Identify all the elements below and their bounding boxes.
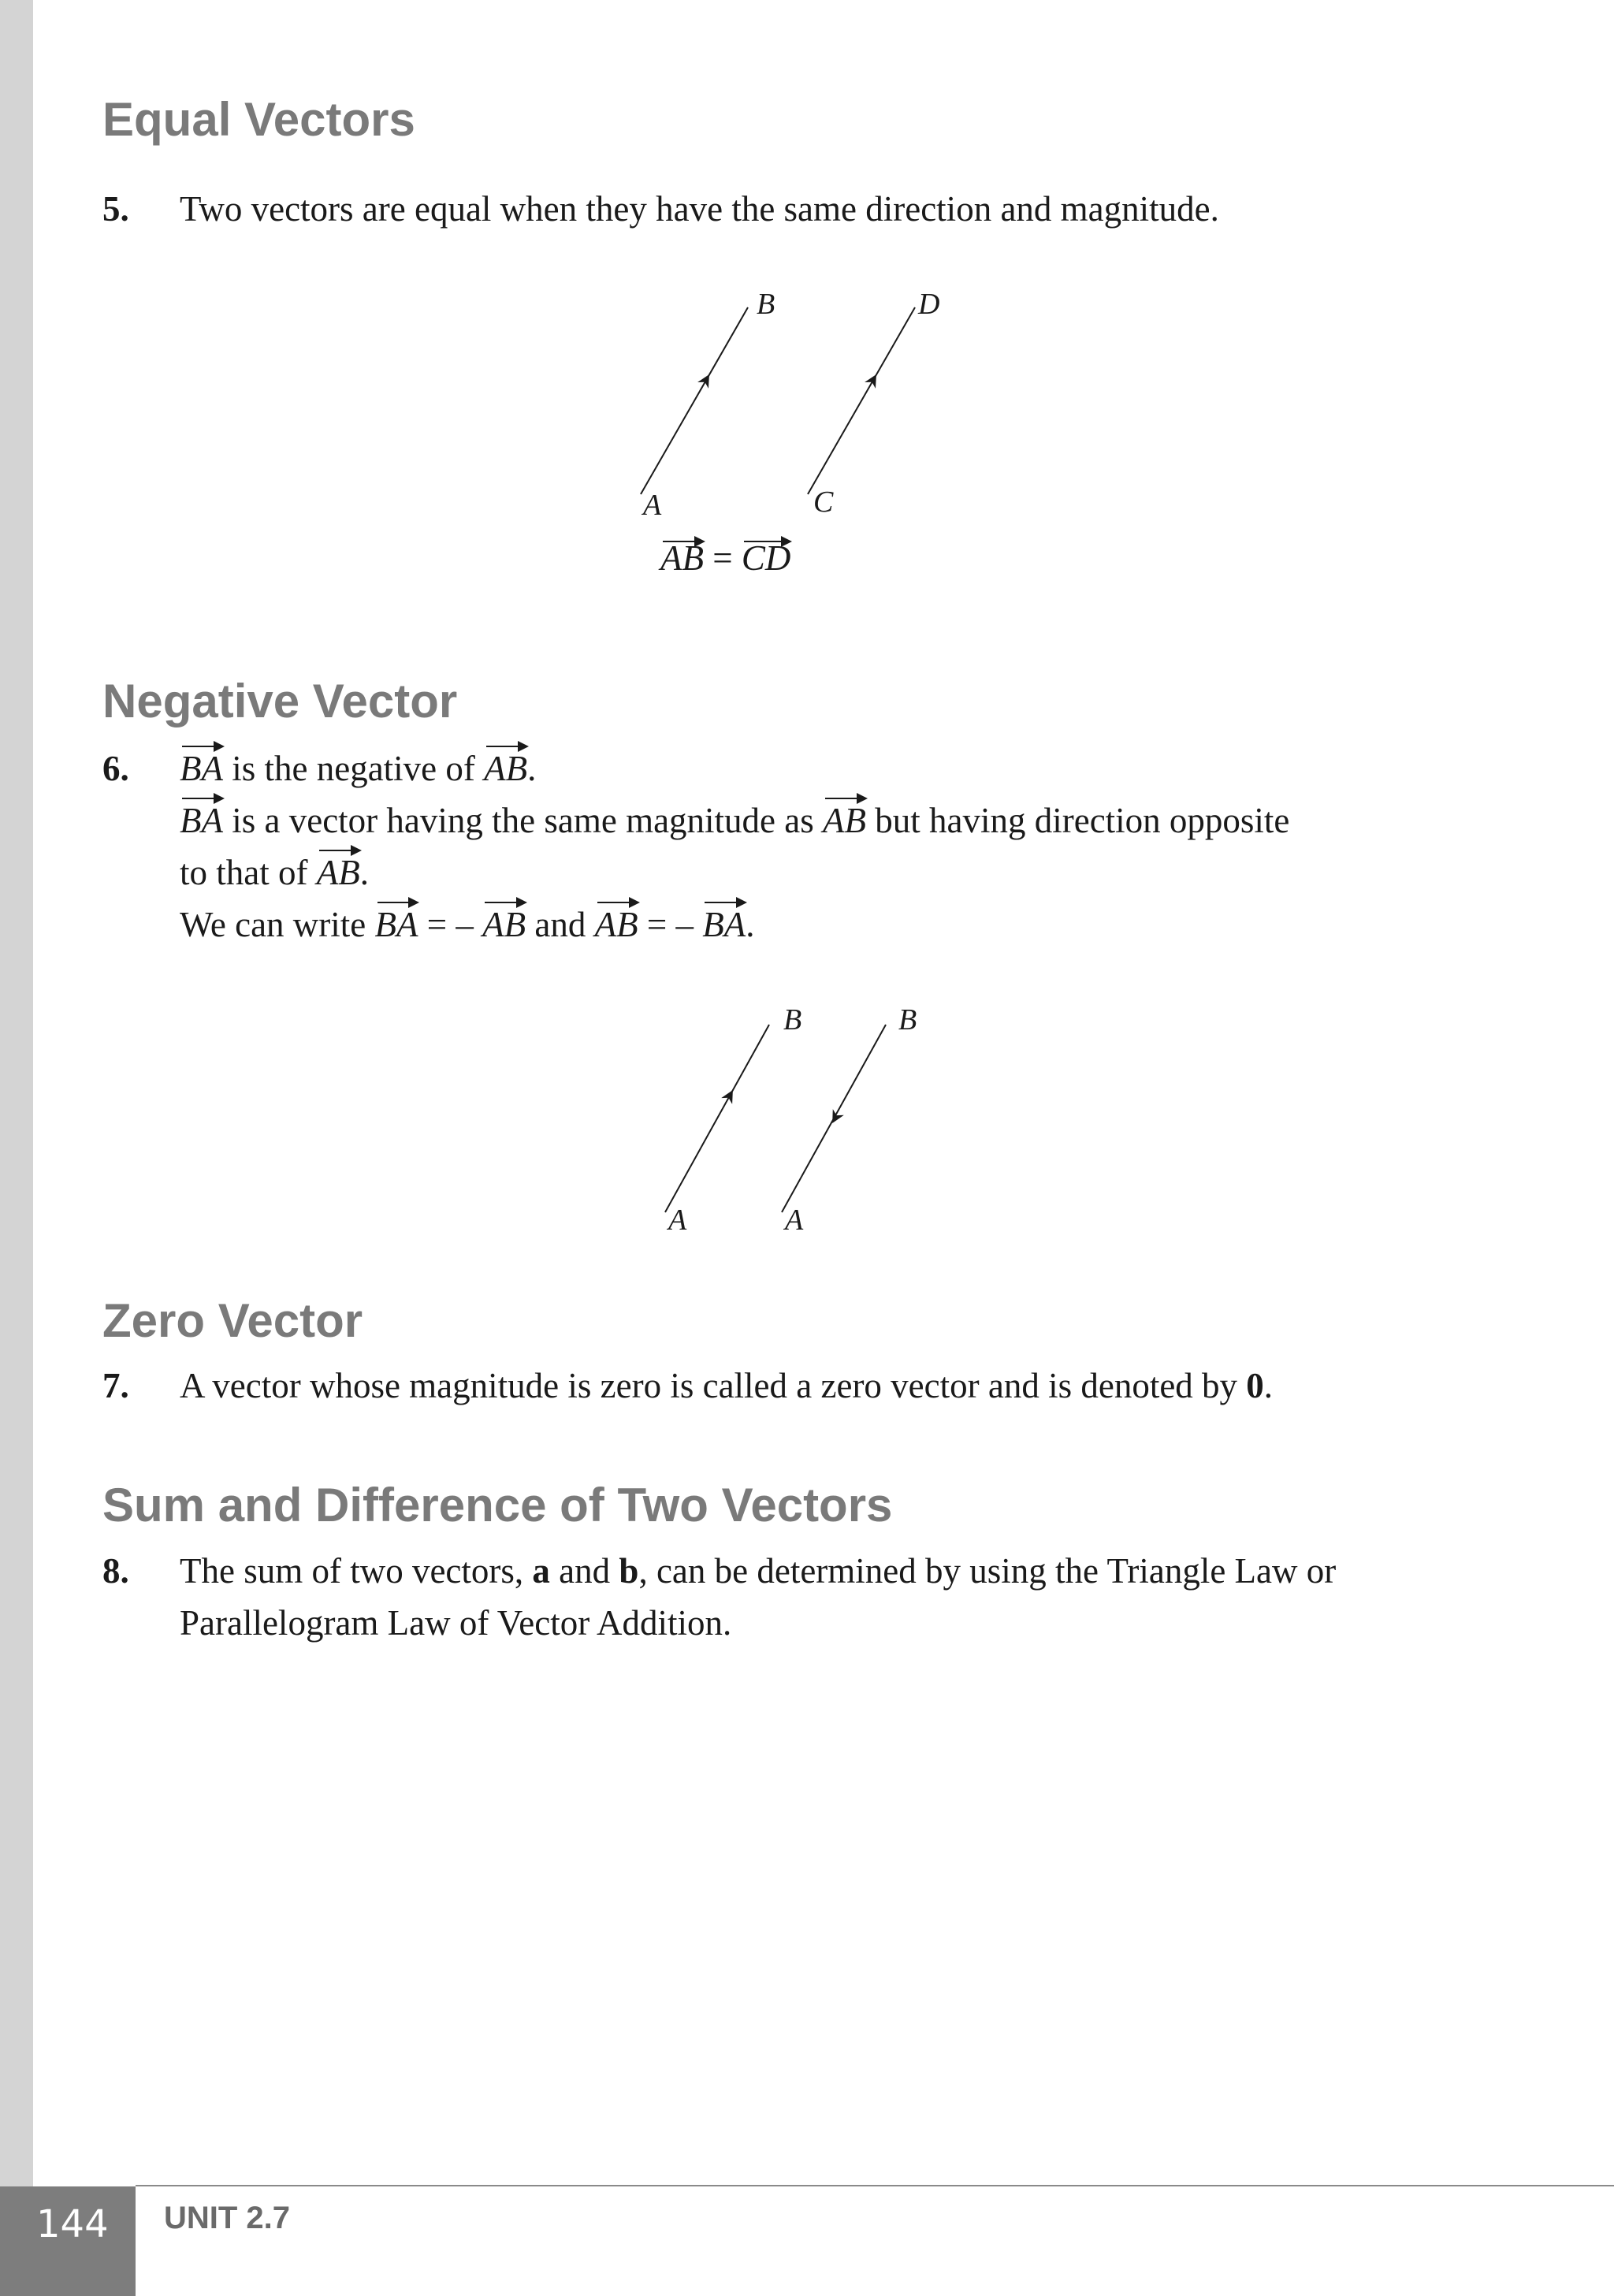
text-run: and <box>549 1551 619 1591</box>
line-3 <box>180 847 1489 899</box>
line-1 <box>180 1545 1489 1597</box>
vector-ab: AB <box>595 899 638 951</box>
text-run: . <box>359 853 369 892</box>
text-run: . <box>746 905 755 944</box>
vector-ab: AB <box>484 742 527 794</box>
text-run: . <box>1263 1366 1274 1405</box>
point-label-b: B <box>783 1003 802 1036</box>
zero-vector-symbol: 0 <box>1246 1366 1264 1405</box>
item-text: Two vectors are equal when they have the same direction and magnitude. <box>180 189 1219 229</box>
item-number: 8. <box>102 1551 129 1591</box>
equals-sign: = <box>712 538 733 578</box>
text-run: = – <box>638 905 703 944</box>
vector-ab: AB <box>823 794 866 847</box>
line-4 <box>180 899 1489 951</box>
item-number: 6. <box>102 749 129 788</box>
item-number: 5. <box>102 189 129 229</box>
point-label-c: C <box>813 486 834 519</box>
item-text <box>180 1360 1489 1412</box>
text-run: We can write <box>180 905 375 944</box>
vector-ba: BA <box>375 899 418 951</box>
item-number: 7. <box>102 1366 129 1405</box>
text-run: The sum of two vectors, <box>180 1551 533 1591</box>
item-text <box>180 1545 1489 1649</box>
text-run: = – <box>418 905 483 944</box>
equal-vectors-diagram <box>615 276 977 528</box>
point-label-d: D <box>918 288 940 321</box>
vector-cd: CD <box>741 538 791 578</box>
vector-ab: AB <box>482 899 526 951</box>
item-7 <box>102 1360 1489 1412</box>
text-run: A vector whose magnitude is zero is called a zero vector and is denoted by <box>180 1366 1247 1405</box>
vector-a: a <box>532 1551 550 1591</box>
heading-equal-vectors: Equal Vectors <box>102 93 415 146</box>
text-run: . <box>527 749 537 788</box>
text-run: is a vector having the same magnitude as <box>222 801 824 840</box>
item-6 <box>102 742 1489 951</box>
text-run: is the negative of <box>222 749 485 788</box>
heading-zero-vector: Zero Vector <box>102 1294 363 1347</box>
side-margin-bar <box>0 0 33 2186</box>
text-run: and <box>526 905 595 944</box>
point-label-b: B <box>898 1003 917 1036</box>
point-label-b: B <box>757 288 775 321</box>
unit-label: UNIT 2.7 <box>164 2201 291 2235</box>
negative-vector-diagram <box>638 993 954 1245</box>
vector-b: b <box>619 1551 639 1591</box>
item-5 <box>102 183 1489 235</box>
vector-ba: BA <box>180 742 223 794</box>
vector-ab: AB <box>660 538 704 578</box>
item-8 <box>102 1545 1489 1649</box>
vector-ba: BA <box>180 794 223 847</box>
footer-divider <box>136 2185 1614 2186</box>
equal-vectors-equation <box>660 538 790 579</box>
point-label-a: A <box>785 1204 804 1237</box>
line-2: Parallelogram Law of Vector Addition. <box>180 1603 732 1643</box>
vector-ab-line <box>665 1025 769 1212</box>
vector-ba-line <box>782 1025 886 1212</box>
point-label-a: A <box>643 489 662 522</box>
line-2 <box>180 794 1489 847</box>
page-number: 144 <box>0 2186 136 2296</box>
vector-ab-line <box>641 307 748 494</box>
line-1 <box>180 742 1489 794</box>
heading-negative-vector: Negative Vector <box>102 675 458 728</box>
vector-ba: BA <box>702 899 746 951</box>
point-label-a: A <box>668 1204 687 1237</box>
text-run: , can be determined by using the Triangle Law or <box>638 1551 1337 1591</box>
vector-cd-line <box>808 307 915 494</box>
text-run: but having direction opposite <box>866 801 1290 840</box>
text-run: to that of <box>180 853 317 892</box>
heading-sum-and-difference: Sum and Difference of Two Vectors <box>102 1479 893 1531</box>
vector-ab: AB <box>317 847 360 899</box>
item-text <box>180 742 1489 951</box>
